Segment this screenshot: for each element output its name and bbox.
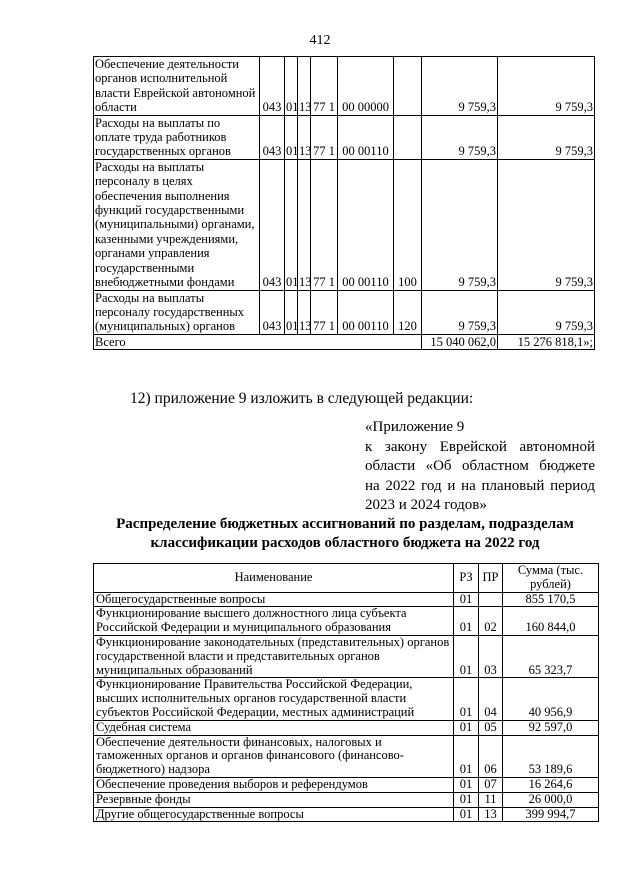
- appendix-line: на 2022 год и на плановый период: [365, 477, 595, 494]
- row-name: Обеспечение деятельности финансовых, налоговых и таможенных органов и органов финансового (финансово-бюджетного) надзора: [94, 735, 454, 777]
- row-sum: 160 844,0: [503, 607, 599, 636]
- pr-code: 04: [479, 678, 503, 720]
- rz-code: 01: [285, 57, 298, 116]
- table-row: [94, 607, 599, 636]
- row-name: Другие общегосударственные вопросы: [94, 807, 454, 822]
- vr-code: [394, 115, 422, 159]
- vr-code: 120: [394, 290, 422, 334]
- row-sum: 65 323,7: [503, 635, 599, 677]
- pr-code: 13: [298, 290, 311, 334]
- rz-code: 01: [454, 792, 479, 807]
- row-name: Расходы на выплаты персоналу в целях обеспечения выполнения функций государственными (муниципальными) органами, казенными учреждениями, органами управления государственными внебюджетными фондами: [94, 159, 260, 290]
- sum-2023: 9 759,3: [422, 290, 498, 334]
- table-row: [94, 57, 595, 116]
- cs-code-2: 00 00110: [338, 290, 394, 334]
- document-heading: [95, 515, 595, 553]
- row-name: Общегосударственные вопросы: [94, 592, 454, 607]
- appendix-line: к закону Еврейской автономной: [365, 438, 595, 455]
- table-row: [94, 792, 599, 807]
- row-sum: 40 956,9: [503, 678, 599, 720]
- pr-code: 07: [479, 777, 503, 792]
- row-sum: 53 189,6: [503, 735, 599, 777]
- rz-code: 01: [454, 678, 479, 720]
- row-name: Функционирование законодательных (представительных) органов государственной власти и представительных органов муниципальных образований: [94, 635, 454, 677]
- cs-code-2: 00 00110: [338, 159, 394, 290]
- cs-code-1: 77 1: [311, 290, 338, 334]
- pr-code: 13: [479, 807, 503, 822]
- table-row: [94, 290, 595, 334]
- rz-code: 01: [454, 777, 479, 792]
- sum-2023: 9 759,3: [422, 159, 498, 290]
- row-name: Расходы на выплаты персоналу государственных (муниципальных) органов: [94, 290, 260, 334]
- cs-code-1: 77 1: [311, 159, 338, 290]
- header-rz: РЗ: [454, 564, 479, 593]
- rz-code: 01: [454, 720, 479, 735]
- table-row: [94, 635, 599, 677]
- row-sum: 399 994,7: [503, 807, 599, 822]
- table-header-row: [94, 564, 599, 593]
- rz-code: 01: [454, 807, 479, 822]
- rz-code: 01: [454, 607, 479, 636]
- total-sum-2023: 15 040 062,0: [422, 334, 498, 349]
- cs-code-1: 77 1: [311, 57, 338, 116]
- table-row: [94, 159, 595, 290]
- sum-2024: 9 759,3: [498, 290, 595, 334]
- pr-code: 13: [298, 57, 311, 116]
- allocation-table: [93, 563, 599, 822]
- appendix-line: 2023 и 2024 годов»: [365, 497, 487, 513]
- row-sum: 92 597,0: [503, 720, 599, 735]
- header-pr: ПР: [479, 564, 503, 593]
- heading-line: Распределение бюджетных ассигнований по разделам, подразделам: [116, 516, 574, 532]
- table-row: [94, 678, 599, 720]
- pr-code: [479, 592, 503, 607]
- vr-code: 100: [394, 159, 422, 290]
- total-label: Всего: [94, 334, 422, 349]
- rz-code: 01: [454, 635, 479, 677]
- cs-code-1: 77 1: [311, 115, 338, 159]
- pr-code: 05: [479, 720, 503, 735]
- item-12-text: 12) приложение 9 изложить в следующей редакции:: [130, 390, 474, 407]
- pr-code: 13: [298, 115, 311, 159]
- row-name: Обеспечение деятельности органов исполнительной власти Еврейской автономной области: [94, 57, 260, 116]
- cs-code-2: 00 00110: [338, 115, 394, 159]
- sum-2024: 9 759,3: [498, 159, 595, 290]
- table-row: [94, 735, 599, 777]
- row-name: Обеспечение проведения выборов и референдумов: [94, 777, 454, 792]
- row-name: Резервные фонды: [94, 792, 454, 807]
- rz-code: 01: [285, 159, 298, 290]
- appendix-line: «Приложение 9: [365, 419, 465, 435]
- row-name: Функционирование высшего должностного лица субъекта Российской Федерации и муниципального образования: [94, 607, 454, 636]
- gr-code: 043: [260, 115, 285, 159]
- table-row: [94, 115, 595, 159]
- sum-2024: 9 759,3: [498, 115, 595, 159]
- row-name: Расходы на выплаты по оплате труда работников государственных органов: [94, 115, 260, 159]
- heading-line: классификации расходов областного бюджета на 2022 год: [150, 535, 540, 551]
- rz-code: 01: [285, 290, 298, 334]
- row-name: Функционирование Правительства Российской Федерации, высших исполнительных органов государственной власти субъектов Российской Федерации, местных администраций: [94, 678, 454, 720]
- table-row: [94, 807, 599, 822]
- pr-code: 11: [479, 792, 503, 807]
- table-row: [94, 777, 599, 792]
- total-sum-2024: 15 276 818,1»;: [498, 334, 595, 349]
- row-name: Судебная система: [94, 720, 454, 735]
- page-number: 412: [309, 33, 331, 48]
- appendix-reference: [365, 418, 595, 516]
- pr-code: 13: [298, 159, 311, 290]
- pr-code: 03: [479, 635, 503, 677]
- row-sum: 16 264,6: [503, 777, 599, 792]
- header-name: Наименование: [94, 564, 454, 593]
- pr-code: 06: [479, 735, 503, 777]
- gr-code: 043: [260, 290, 285, 334]
- appendix-line: области «Об областном бюджете: [365, 458, 595, 474]
- row-sum: 26 000,0: [503, 792, 599, 807]
- row-sum: 855 170,5: [503, 592, 599, 607]
- header-sum: Сумма (тыс. рублей): [503, 564, 599, 593]
- table-row: [94, 720, 599, 735]
- rz-code: 01: [454, 735, 479, 777]
- cs-code-2: 00 00000: [338, 57, 394, 116]
- table-row: [94, 592, 599, 607]
- expense-table-continued: [93, 56, 595, 350]
- total-row: [94, 334, 595, 349]
- pr-code: 02: [479, 607, 503, 636]
- sum-2024: 9 759,3: [498, 57, 595, 116]
- vr-code: [394, 57, 422, 116]
- gr-code: 043: [260, 57, 285, 116]
- gr-code: 043: [260, 159, 285, 290]
- rz-code: 01: [454, 592, 479, 607]
- sum-2023: 9 759,3: [422, 115, 498, 159]
- rz-code: 01: [285, 115, 298, 159]
- sum-2023: 9 759,3: [422, 57, 498, 116]
